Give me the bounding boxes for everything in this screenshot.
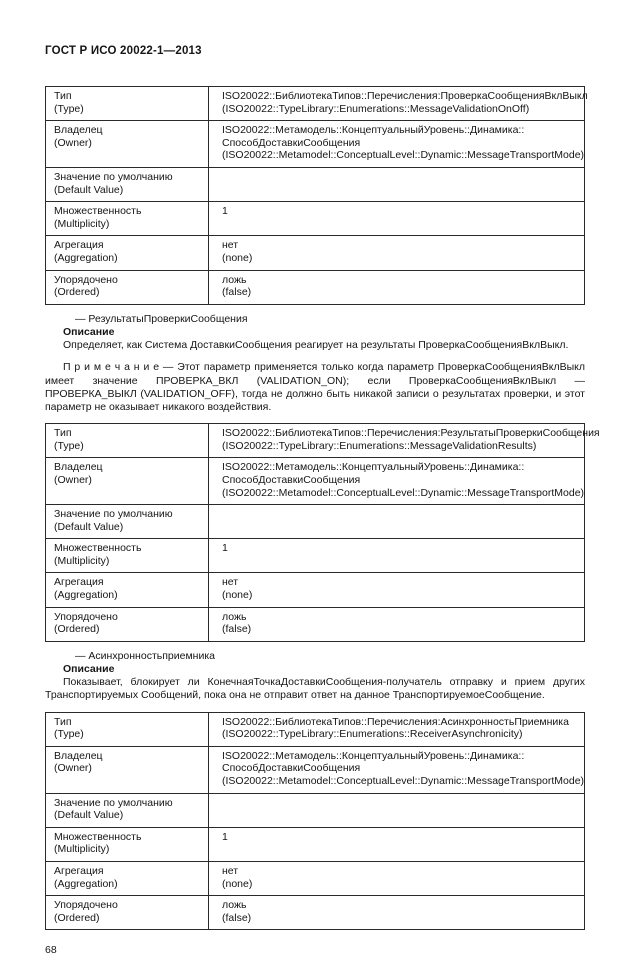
- param-label-cell: [46, 712, 209, 746]
- description-heading: Описание: [63, 663, 115, 676]
- section-receiver-asynchronicity: [45, 650, 585, 703]
- param-label-cell: [46, 505, 209, 539]
- param-value-line: ISO20022::БиблиотекаТипов::Перечисления:РезультатыПроверкиСообщения: [222, 427, 600, 440]
- table-row-type: [46, 712, 585, 746]
- param-value-cell: [209, 121, 585, 168]
- param-value-cell: [209, 862, 585, 896]
- param-value-cell: [209, 87, 588, 121]
- param-label-en: (Type): [54, 728, 84, 741]
- param-label-en: (Ordered): [54, 286, 100, 299]
- param-value-cell: [209, 458, 585, 505]
- param-value-line: нет: [222, 239, 239, 252]
- param-label-ru: Упорядочено: [54, 273, 118, 286]
- param-label-cell: [46, 827, 209, 861]
- param-value-line: (ISO20022::Metamodel::ConceptualLevel::Dynamic::MessageTransportMode): [222, 775, 585, 788]
- param-label-cell: [46, 607, 209, 641]
- param-value-cell-empty: [209, 167, 585, 201]
- param-value-cell: [209, 236, 585, 270]
- parameter-table-message-validation-results: [45, 423, 600, 642]
- table-row-aggregation: [46, 236, 585, 270]
- param-value-line: (ISO20022::TypeLibrary::Enumerations::MessageValidationResults): [222, 439, 537, 452]
- table-row-default-value: [46, 505, 585, 539]
- param-label-en: (Aggregation): [54, 589, 118, 602]
- param-value-line: (ISO20022::Metamodel::ConceptualLevel::Dynamic::MessageTransportMode): [222, 486, 585, 499]
- parameter-list-item: — Асинхронностьприемника: [75, 649, 216, 662]
- param-label-en: (Aggregation): [54, 251, 118, 264]
- param-value-line: (none): [222, 877, 253, 890]
- table-row-ordered: [46, 607, 585, 641]
- param-label-en: (Type): [54, 439, 84, 452]
- param-value-line: СпособДоставкиСообщения: [222, 762, 361, 775]
- table-row-owner: [46, 121, 585, 168]
- section-message-validation-results: [45, 313, 585, 414]
- table-row-default-value: [46, 167, 585, 201]
- param-label-ru: Агрегация: [54, 239, 104, 252]
- param-label-en: (Owner): [54, 136, 92, 149]
- param-label-ru: Владелец: [54, 749, 103, 762]
- param-label-en: (Ordered): [54, 911, 100, 924]
- param-value-line: ISO20022::БиблиотекаТипов::Перечисления:АсинхронностьПриемника: [222, 715, 569, 728]
- param-label-en: (Default Value): [54, 520, 124, 533]
- param-label-ru: Упорядочено: [54, 610, 118, 623]
- param-label-cell: [46, 87, 209, 121]
- param-label-en: (Multiplicity): [54, 843, 110, 856]
- param-label-ru: Множественность: [54, 830, 142, 843]
- param-value-line: ISO20022::Метамодель::КонцептуальныйУровень::Динамика::: [222, 124, 525, 137]
- param-label-ru: Тип: [54, 90, 72, 102]
- table-row-default-value: [46, 793, 585, 827]
- table-row-owner: [46, 458, 585, 505]
- param-value-cell: [209, 607, 585, 641]
- table-row-ordered: [46, 270, 585, 304]
- param-value-cell: [209, 424, 600, 458]
- table-row-ordered: [46, 896, 585, 930]
- param-label-en: (Default Value): [54, 809, 124, 822]
- param-value-cell-empty: [209, 793, 585, 827]
- table-row-type: [46, 424, 585, 458]
- parameter-table-receiver-asynchronicity: [45, 712, 585, 931]
- table-row-multiplicity: [46, 202, 585, 236]
- param-label-cell: [46, 573, 209, 607]
- param-label-ru: Упорядочено: [54, 899, 118, 912]
- param-value-cell: [209, 270, 585, 304]
- param-value-cell: [209, 202, 585, 236]
- table-row-owner: [46, 746, 585, 793]
- param-value-line: ISO20022::Метамодель::КонцептуальныйУровень::Динамика::: [222, 749, 525, 762]
- param-value-line: СпособДоставкиСообщения: [222, 136, 361, 149]
- note-paragraph: П р и м е ч а н и е — Этот параметр применяется только когда параметр ПроверкаСообщенияВклВыкл имеет значение ПРОВЕРКА_ВКЛ (VALIDATION_ON); если ПроверкаСообщенияВклВыкл — ПРОВЕРКА_ВЫКЛ (VALIDATION_OFF), тогда не должно быть никакой записи о результатах проверки, и этот параметр не оказывает никакого воздействия.: [45, 361, 585, 413]
- param-value-line: (false): [222, 286, 252, 299]
- param-label-ru: Владелец: [54, 461, 103, 474]
- description-paragraph: Показывает, блокирует ли КонечнаяТочкаДоставкиСообщения-получатель отправку и прием других Транспортируемых Сообщений, пока она не отправит ответ на данное ТранспортируемоеСообщение.: [45, 676, 585, 702]
- param-label-ru: Агрегация: [54, 865, 104, 878]
- param-label-ru: Тип: [54, 715, 72, 728]
- param-value-line: ISO20022::Метамодель::КонцептуальныйУровень::Динамика::: [222, 461, 525, 474]
- param-label-ru: Множественность: [54, 205, 142, 218]
- param-label-cell: [46, 746, 209, 793]
- param-label-cell: [46, 862, 209, 896]
- param-value-line: 1: [222, 830, 228, 843]
- table-row-aggregation: [46, 862, 585, 896]
- param-label-en: (Default Value): [54, 183, 124, 196]
- param-label-ru: Агрегация: [54, 576, 104, 589]
- param-label-en: (Multiplicity): [54, 554, 110, 567]
- param-label-cell: [46, 539, 209, 573]
- param-value-line: (ISO20022::Metamodel::ConceptualLevel::Dynamic::MessageTransportMode): [222, 149, 585, 162]
- param-label-ru: Владелец: [54, 124, 103, 137]
- param-label-en: (Ordered): [54, 623, 100, 636]
- param-value-line: 1: [222, 542, 228, 555]
- param-label-ru: Тип: [54, 427, 72, 440]
- page-number: 68: [45, 944, 57, 956]
- param-label-cell: [46, 121, 209, 168]
- param-value-cell: [209, 827, 585, 861]
- param-value-cell: [209, 896, 585, 930]
- param-value-cell: [209, 712, 585, 746]
- param-value-line: нет: [222, 576, 239, 589]
- param-label-cell: [46, 270, 209, 304]
- parameter-table-message-validation-onoff: [45, 86, 588, 305]
- param-value-cell: [209, 539, 585, 573]
- param-value-line: (none): [222, 251, 253, 264]
- param-value-line: 1: [222, 205, 228, 218]
- param-value-line: (none): [222, 589, 253, 602]
- document-title: ГОСТ Р ИСО 20022-1—2013: [45, 45, 202, 57]
- table-row-multiplicity: [46, 827, 585, 861]
- param-value-line: ISO20022::БиблиотекаТипов::Перечисления:ПроверкаСообщенияВклВыкл: [222, 90, 588, 102]
- parameter-list-item: — РезультатыПроверкиСообщения: [75, 312, 248, 325]
- table-row-aggregation: [46, 573, 585, 607]
- param-label-cell: [46, 424, 209, 458]
- param-label-ru: Множественность: [54, 542, 142, 555]
- param-label-en: (Owner): [54, 762, 92, 775]
- param-value-line: (false): [222, 911, 252, 924]
- param-label-en: (Multiplicity): [54, 217, 110, 230]
- param-label-cell: [46, 202, 209, 236]
- description-paragraph: Определяет, как Система ДоставкиСообщения реагирует на результаты ПроверкаСообщенияВклВыкл.: [63, 339, 569, 352]
- param-value-cell: [209, 746, 585, 793]
- param-label-ru: Значение по умолчанию: [54, 170, 173, 183]
- param-label-cell: [46, 793, 209, 827]
- param-value-line: (ISO20022::TypeLibrary::Enumerations::MessageValidationOnOff): [222, 102, 530, 115]
- param-label-ru: Значение по умолчанию: [54, 508, 173, 521]
- param-value-line: СпособДоставкиСообщения: [222, 473, 361, 486]
- param-value-line: нет: [222, 865, 239, 878]
- param-value-line: ложь: [222, 899, 247, 912]
- param-label-cell: [46, 236, 209, 270]
- table-row-multiplicity: [46, 539, 585, 573]
- param-value-line: (ISO20022::TypeLibrary::Enumerations::ReceiverAsynchronicity): [222, 728, 523, 741]
- param-label-cell: [46, 896, 209, 930]
- param-value-line: ложь: [222, 273, 247, 286]
- param-label-en: (Type): [54, 102, 84, 115]
- param-value-line: ложь: [222, 610, 247, 623]
- param-value-cell: [209, 573, 585, 607]
- param-label-cell: [46, 167, 209, 201]
- param-label-en: (Owner): [54, 473, 92, 486]
- table-row-type: [46, 87, 585, 121]
- param-value-line: (false): [222, 623, 252, 636]
- param-label-cell: [46, 458, 209, 505]
- param-value-cell-empty: [209, 505, 585, 539]
- param-label-ru: Значение по умолчанию: [54, 796, 173, 809]
- description-heading: Описание: [63, 325, 115, 338]
- param-label-en: (Aggregation): [54, 877, 118, 890]
